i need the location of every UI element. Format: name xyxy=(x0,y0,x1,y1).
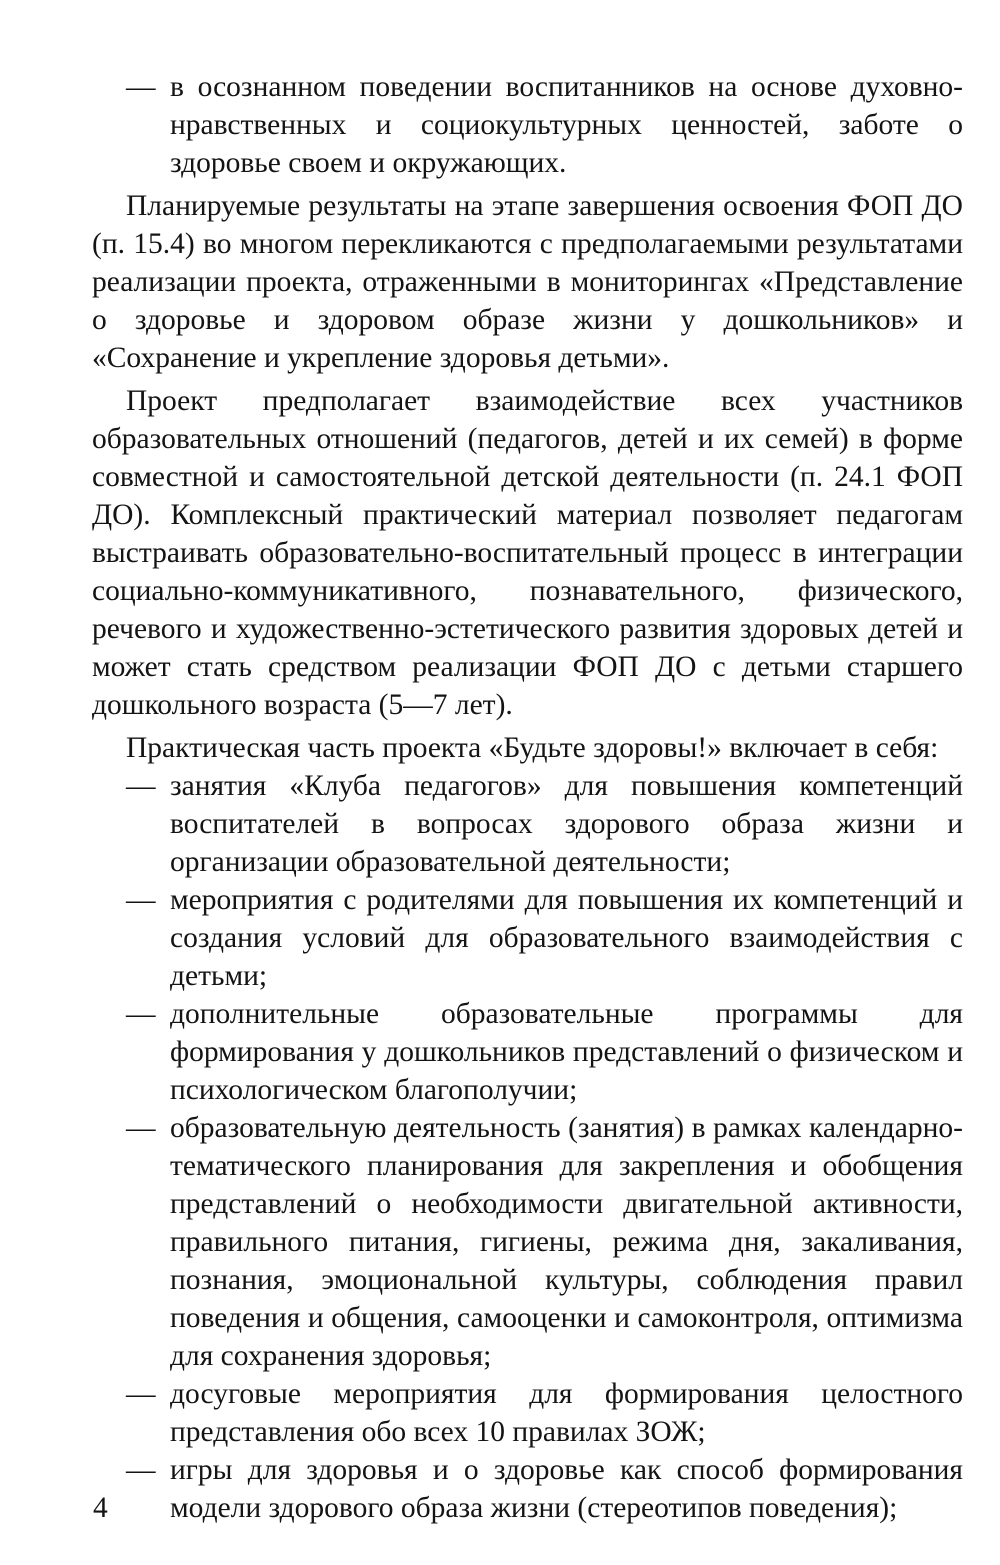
paragraph-project-interaction: Проект предполагает взаимодействие всех участников образовательных отношений (педагогов, детей и их семей) в форме совместной и самостоятельной детской деятельности (п. 24.1 ФОП ДО). Комплексный практический материал позволяет педагогам выстраивать образовательно-воспитательный процесс в интеграции социально-коммуникативного, познавательного, физического, речевого и художественно-эстетического развития здоровых детей и может стать средством реализации ФОП ДО с детьми старшего дошкольного возраста (5—7 лет). xyxy=(92,385,963,721)
list-item xyxy=(92,1451,963,1527)
list-dash: — xyxy=(126,71,156,103)
list-dash: — xyxy=(126,770,156,802)
paragraph-planned-results: Планируемые результаты на этапе завершения освоения ФОП ДО (п. 15.4) во многом перекликаются с предполагаемыми результатами реализации проекта, отраженными в мониторингах «Представление о здоровье и здоровом образе жизни у дошкольников» и «Сохранение и укрепление здоровья детьми». xyxy=(92,190,963,374)
list-item-text: образовательную деятельность (занятия) в рамках календарно-тематического планирования для закрепления и обобщения представлений о необходимости двигательной активности, правильного питания, гигиены, режима дня, закаливания, познания, эмоциональной культуры, соблюдения правил поведения и общения, самооценки и самоконтроля, оптимизма для сохранения здоровья; xyxy=(170,1112,963,1372)
list-item xyxy=(92,1109,963,1375)
list-item-text: досуговые мероприятия для формирования целостного представления обо всех 10 правилах ЗОЖ; xyxy=(170,1378,963,1448)
list-item xyxy=(92,767,963,881)
list-item-text: мероприятия с родителями для повышения их компетенций и создания условий для образовательного взаимодействия с детьми; xyxy=(170,884,963,992)
list-item xyxy=(92,995,963,1109)
list-item-text: в осознанном поведении воспитанников на основе духовно-нравственных и социокультурных ценностей, заботе о здоровье своем и окружающих. xyxy=(170,71,963,179)
intro-list-item xyxy=(92,68,963,182)
list-dash: — xyxy=(126,998,156,1030)
list-dash: — xyxy=(126,884,156,916)
page-number: 4 xyxy=(93,1492,108,1524)
list-dash: — xyxy=(126,1454,156,1486)
list-dash: — xyxy=(126,1112,156,1144)
list-item xyxy=(92,1375,963,1451)
list-item-text: занятия «Клуба педагогов» для повышения компетенций воспитателей в вопросах здорового образа жизни и организации образовательной деятельности; xyxy=(170,770,963,878)
list-dash: — xyxy=(126,1378,156,1410)
list-item-text: игры для здоровья и о здоровье как способ формирования модели здорового образа жизни (стереотипов поведения); xyxy=(170,1454,963,1524)
page-body xyxy=(92,68,963,1527)
list-item xyxy=(92,881,963,995)
paragraph-practical-part: Практическая часть проекта «Будьте здоровы!» включает в себя: xyxy=(126,732,939,764)
list-item-text: дополнительные образовательные программы для формирования у дошкольников представлений о физическом и психологическом благополучии; xyxy=(170,998,963,1106)
